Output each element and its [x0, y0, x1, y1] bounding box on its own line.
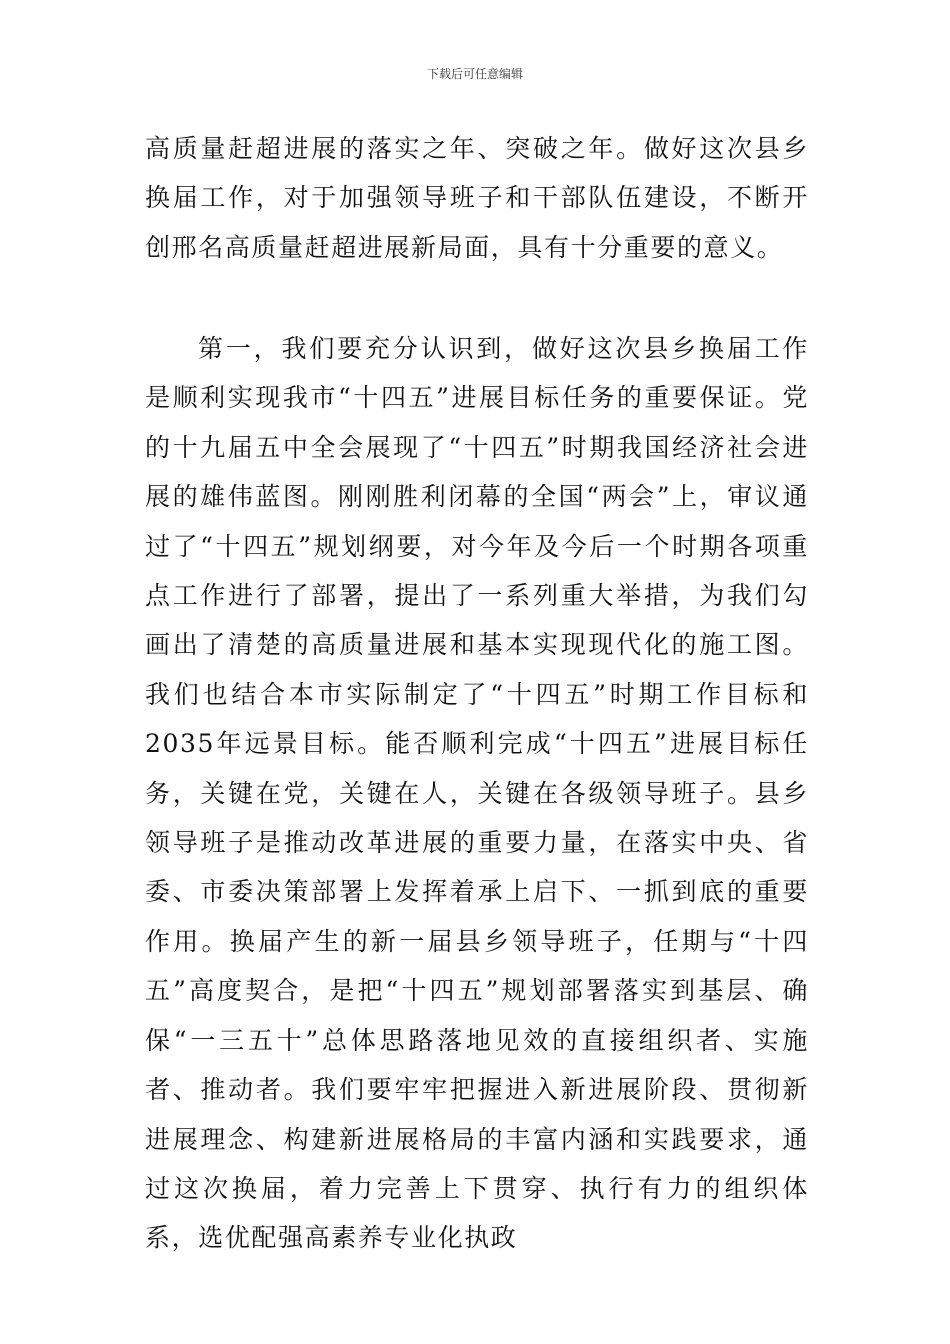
page-header-note: 下载后可任意编辑 [426, 67, 523, 81]
body-paragraph-1: 高质量赶超进展的落实之年、突破之年。做好这次县乡换届工作，对于加强领导班子和干部队伍建设，不断开创邢名高质量赶超进展新局面，具有十分重要的意义。 [145, 134, 809, 262]
body-paragraph-2: 第一，我们要充分认识到，做好这次县乡换届工作是顺利实现我市“十四五”进展目标任务的重要保证。党的十九届五中全会展现了“十四五”时期我国经济社会进展的雄伟蓝图。刚刚胜利闭幕的全国“两会”上，审议通过了“十四五”规划纲要，对今年及今后一个时期各项重点工作进行了部署，提出了一系列重大举措，为我们勾画出了清楚的高质量进展和基本实现现代化的施工图。我们也结合本市实际制定了“十四五”时期工作目标和2035年远景目标。能否顺利完成“十四五”进展目标任务，关键在党，关键在人，关键在各级领导班子。县乡领导班子是推动改革进展的重要力量，在落实中央、省委、市委决策部署上发挥着承上启下、一抓到底的重要作用。换届产生的新一届县乡领导班子，任期与“十四五”高度契合，是把“十四五”规划部署落实到基层、确保“一三五十”总体思路落地见效的直接组织者、实施者、推动者。我们要牢牢把握进入新进展阶段、贯彻新进展理念、构建新进展格局的丰富内涵和实践要求，通过这次换届，着力完善上下贯穿、执行有力的组织体系，选优配强高素养专业化执政 [145, 334, 809, 1253]
